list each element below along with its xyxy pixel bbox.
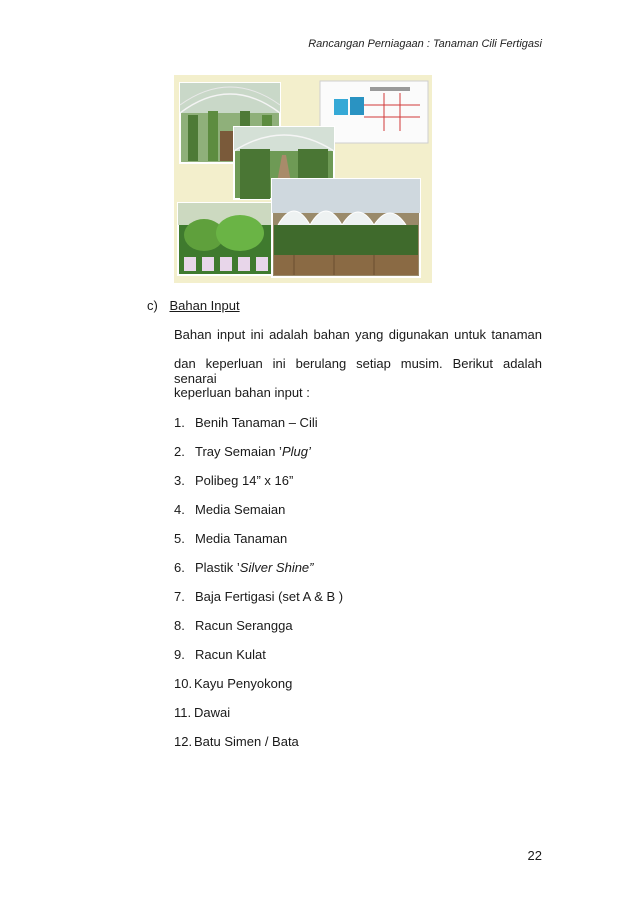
input-materials-list (174, 413, 343, 761)
paragraph-line-2: dan keperluan ini berulang setiap musim. Berikut adalah senarai (174, 356, 542, 386)
list-item-text: Polibeg 14” x 16” (195, 473, 294, 488)
list-item (174, 558, 343, 587)
section-title: Bahan Input (169, 298, 240, 313)
page-number: 22 (527, 848, 542, 863)
list-item-italic-text: Silver Shine” (239, 560, 314, 575)
list-item-text: Batu Simen / Bata (194, 734, 299, 749)
list-item (174, 529, 343, 558)
list-item-number: 8. (174, 618, 185, 633)
section-heading (147, 298, 240, 313)
list-item-number: 6. (174, 560, 185, 575)
list-item (174, 471, 343, 500)
list-item-number: 12. (174, 734, 193, 749)
list-item-text: Benih Tanaman – Cili (195, 415, 318, 430)
list-item-text: Plastik ’ (195, 560, 240, 575)
list-item (174, 645, 343, 674)
collage-illustration (174, 75, 432, 283)
list-item (174, 674, 343, 703)
section-marker: c) (147, 298, 158, 313)
list-item-number: 5. (174, 531, 185, 546)
photo-rain-shelter (272, 179, 420, 277)
list-item (174, 616, 343, 645)
list-item-text: Media Tanaman (195, 531, 288, 546)
paragraph-line-3: keperluan bahan input : (174, 385, 310, 400)
running-header: Rancangan Perniagaan : Tanaman Cili Fertigasi (308, 38, 542, 50)
list-item-number: 4. (174, 502, 185, 517)
list-item-number: 7. (174, 589, 185, 604)
paragraph-line-1: Bahan input ini adalah bahan yang digunakan untuk tanaman (174, 327, 542, 342)
list-item-number: 11. (174, 705, 192, 720)
list-item-text: Racun Serangga (195, 618, 293, 633)
list-item (174, 413, 343, 442)
list-item-number: 1. (174, 415, 185, 430)
list-item (174, 703, 343, 732)
list-item-text: Kayu Penyokong (194, 676, 293, 691)
list-item (174, 732, 343, 761)
list-item-number: 3. (174, 473, 185, 488)
list-item-number: 2. (174, 444, 185, 459)
list-item-number: 9. (174, 647, 185, 662)
list-item (174, 500, 343, 529)
list-item-text: Baja Fertigasi (set A & B ) (195, 589, 344, 604)
greenhouse-photo-collage (174, 75, 432, 283)
list-item-text: Tray Semaian ’ (195, 444, 282, 459)
list-item-text: Media Semaian (195, 502, 286, 517)
list-item-text: Dawai (194, 705, 231, 720)
photo-fertigation-diagram (320, 81, 428, 143)
list-item (174, 587, 343, 616)
photo-seedlings (178, 203, 274, 275)
list-item-text: Racun Kulat (195, 647, 266, 662)
list-item (174, 442, 343, 471)
list-item-italic-text: Plug’ (281, 444, 311, 459)
list-item-number: 10. (174, 676, 193, 691)
